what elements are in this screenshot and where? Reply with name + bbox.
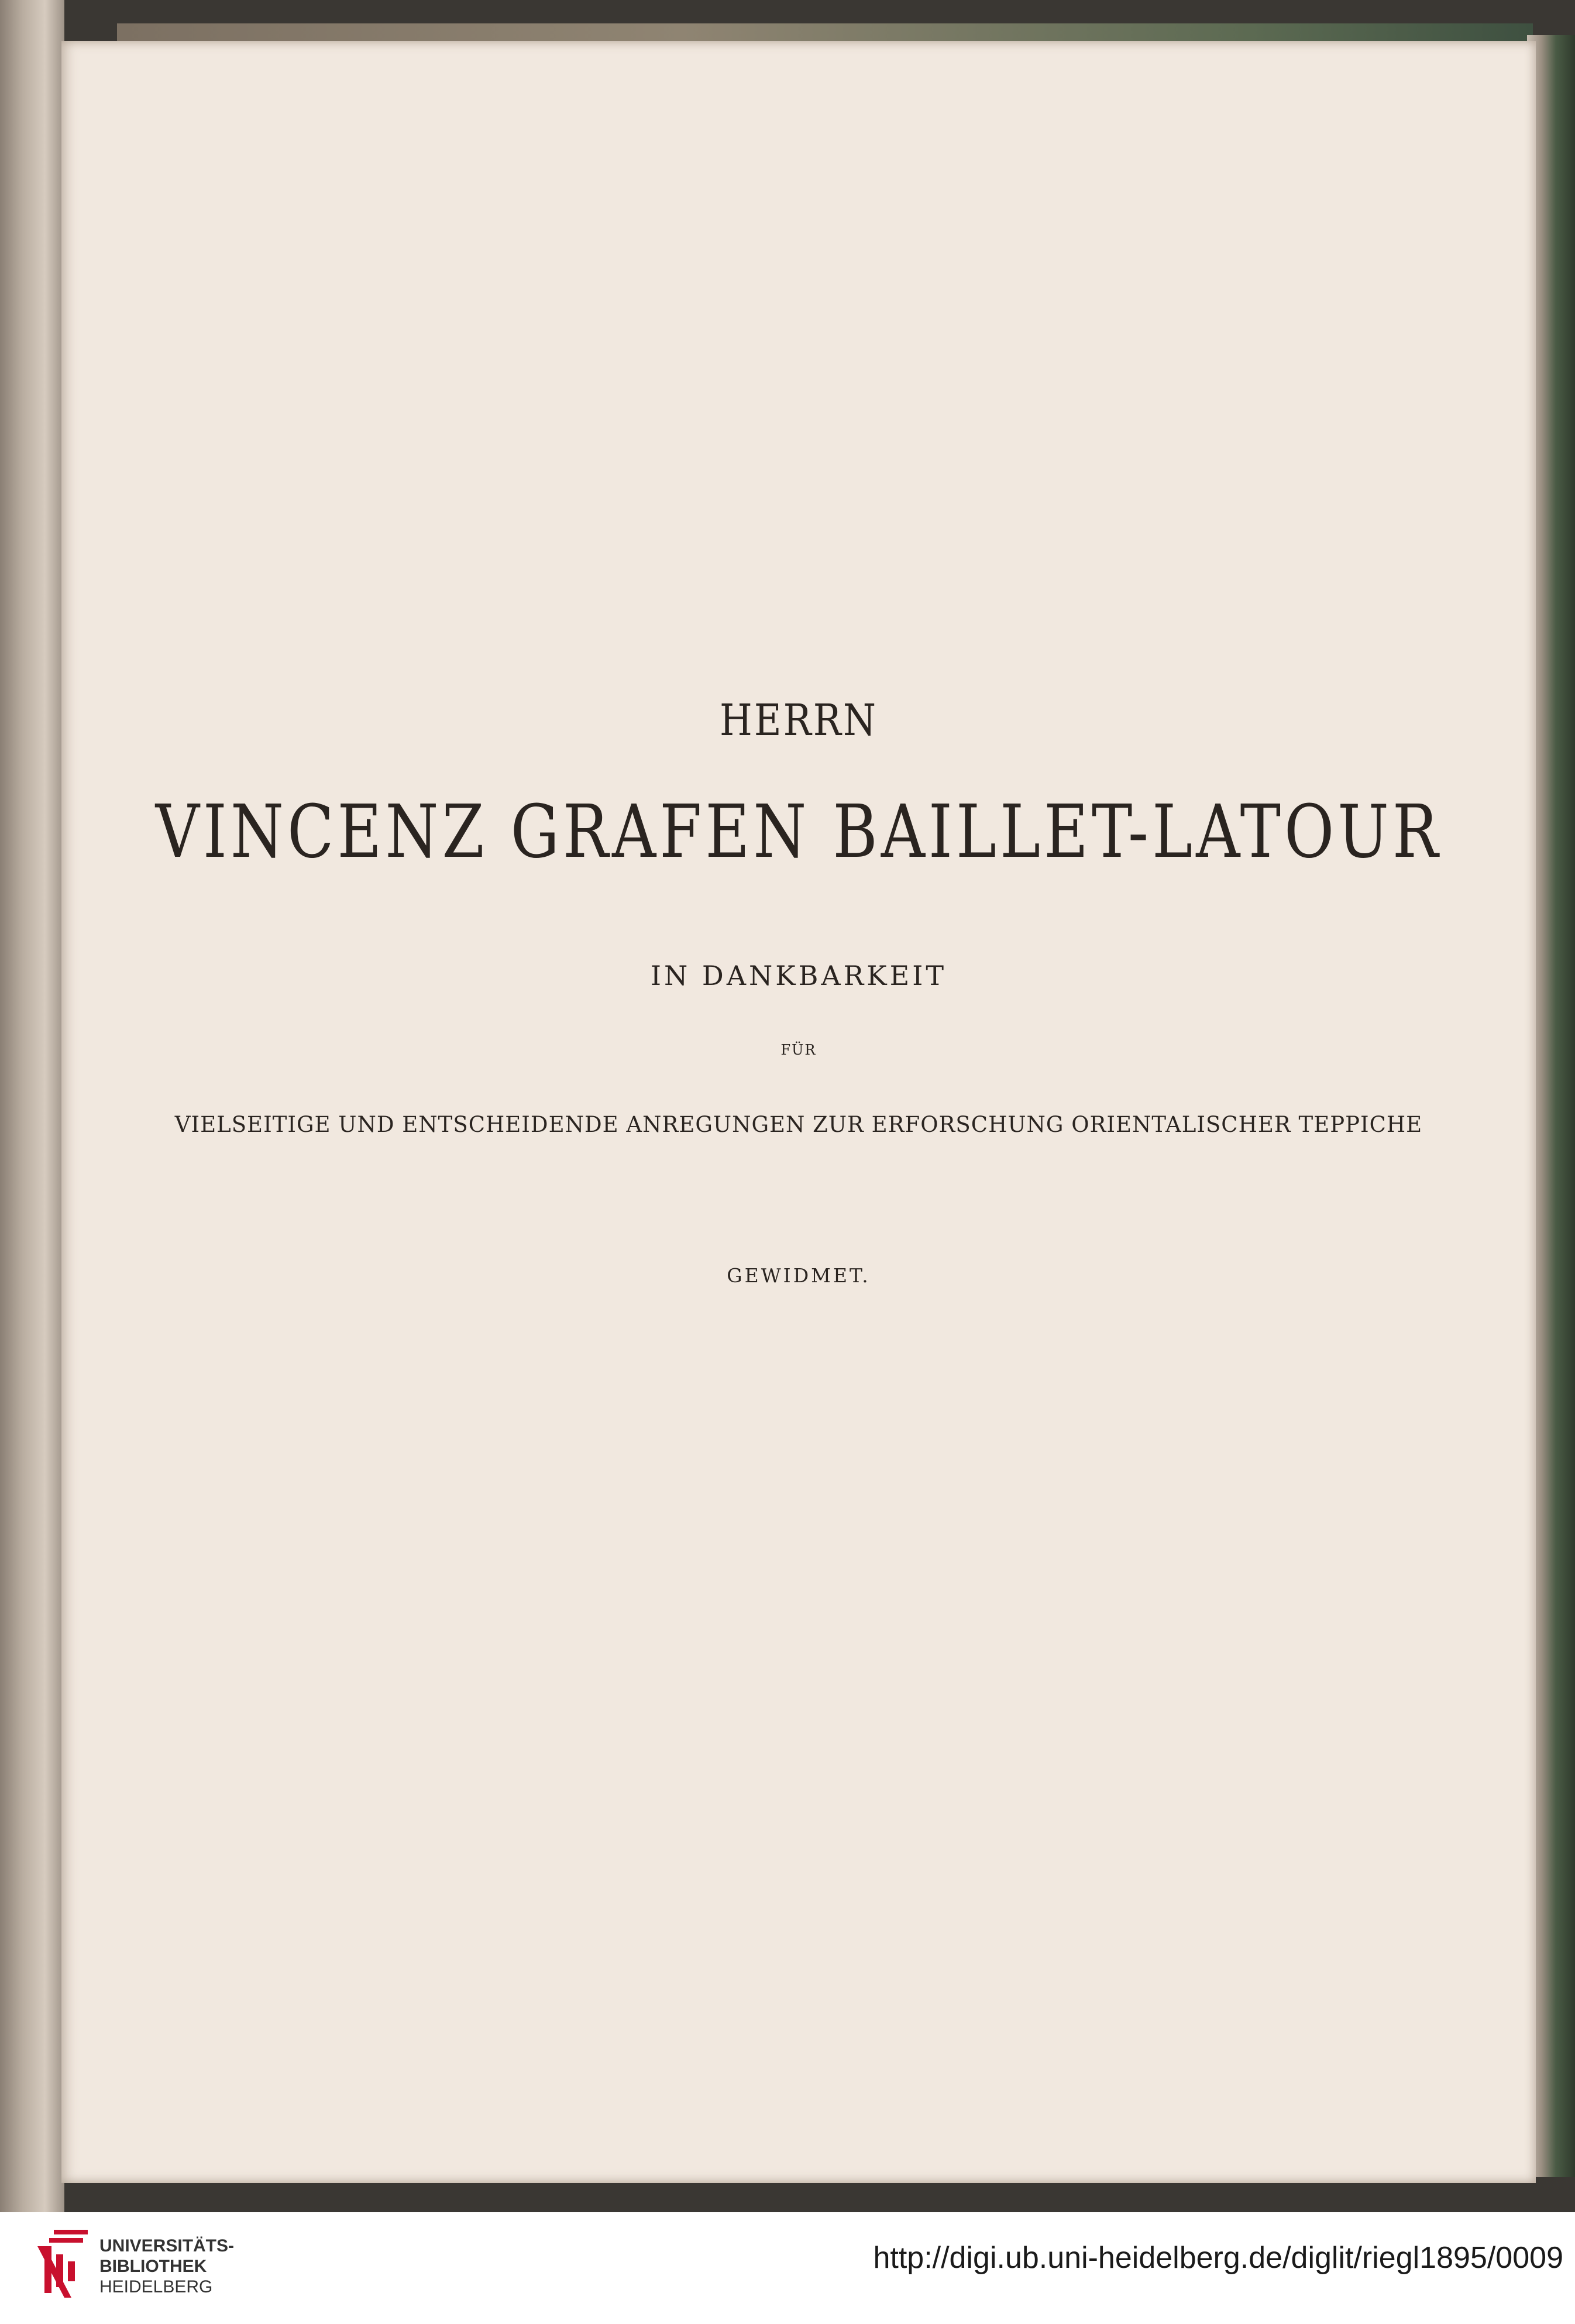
library-name-line2: BIBLIOTHEK	[99, 2257, 207, 2276]
dedication-for: FÜR	[780, 1042, 817, 1058]
scanned-page	[61, 41, 1536, 2183]
dedication-dedicated: GEWIDMET.	[727, 1264, 871, 1287]
dedication-gratitude: IN DANKBARKEIT	[650, 960, 947, 991]
dedication-reason: VIELSEITIGE UND ENTSCHEIDENDE ANREGUNGEN ZUR ERFORSCHUNG ORIENTALISCHER TEPPICHE	[174, 1112, 1423, 1137]
dedication-salutation: HERRN	[720, 696, 878, 746]
library-name-line3: HEIDELBERG	[99, 2277, 213, 2296]
dedication-recipient-name: VINCENZ GRAFEN BAILLET-LATOUR	[155, 788, 1442, 875]
viewer-footer	[0, 2212, 1575, 2324]
library-name-line1: UNIVERSITÄTS-	[99, 2236, 235, 2256]
university-library-logo-icon[interactable]	[36, 2229, 89, 2299]
permalink-url[interactable]: http://digi.ub.uni-heidelberg.de/diglit/riegl1895/0009	[873, 2241, 1563, 2275]
library-name[interactable]	[99, 2236, 234, 2297]
previous-leaves-edge	[0, 0, 64, 2212]
